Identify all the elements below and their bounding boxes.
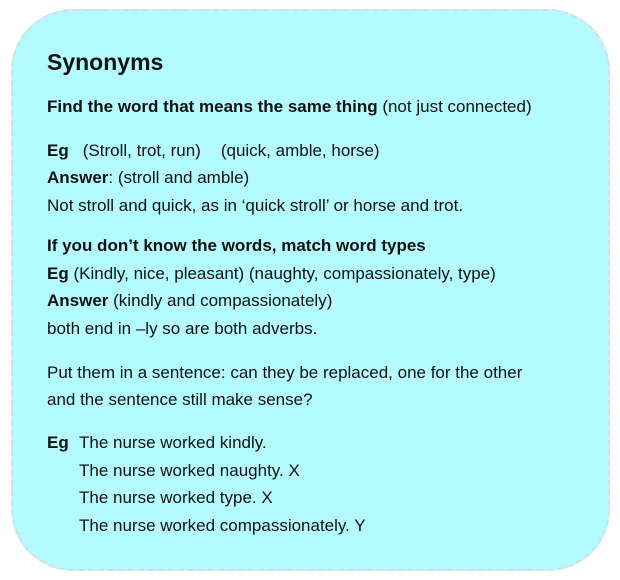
example-sentence: The nurse worked naughty. X: [79, 461, 300, 480]
synonyms-card: [11, 9, 610, 571]
section1-note: Not stroll and quick, as in ‘quick stroll’ or horse and trot.: [47, 196, 464, 215]
section2-note: both end in –ly so are both adverbs.: [47, 319, 318, 338]
section1-heading: [47, 97, 532, 117]
section1-eg-label: Eg: [47, 141, 69, 160]
page-title: Synonyms: [47, 49, 164, 75]
section3-line1: Put them in a sentence: can they be replaced, one for the other: [47, 363, 523, 382]
section2-heading: [47, 236, 426, 256]
section3-line2: and the sentence still make sense?: [47, 390, 313, 409]
section2-answer-label: Answer: [47, 291, 109, 310]
example-sentence: The nurse worked type. X: [79, 488, 273, 507]
section1-eg-text2: (quick, amble, horse): [220, 141, 380, 160]
example-sentence: The nurse worked compassionately. Y: [79, 516, 366, 535]
section1-eg-text1: (Stroll, trot, run): [82, 141, 201, 160]
section2-answer: [47, 291, 332, 311]
section1-heading-rest: (not just connected): [377, 97, 532, 116]
section2-answer-text: (kindly and compassionately): [108, 291, 333, 310]
section1-answer: [47, 168, 249, 188]
section1-answer-label: Answer: [47, 168, 109, 187]
section1-heading-bold: Find the word that means the same thing: [47, 97, 378, 116]
example-sentence: The nurse worked kindly.: [79, 433, 267, 452]
section2-heading-bold: If you don’t know the words, match word types: [47, 236, 426, 255]
section1-example: [47, 141, 380, 161]
section2-example: [47, 264, 496, 284]
section2-eg-text: (Kindly, nice, pleasant) (naughty, compassionately, type): [68, 264, 496, 283]
section4-eg-label-text: Eg: [47, 433, 69, 452]
section2-eg-label: Eg: [47, 264, 69, 283]
section1-answer-text: : (stroll and amble): [108, 168, 250, 187]
section4-eg-label: [47, 433, 69, 453]
